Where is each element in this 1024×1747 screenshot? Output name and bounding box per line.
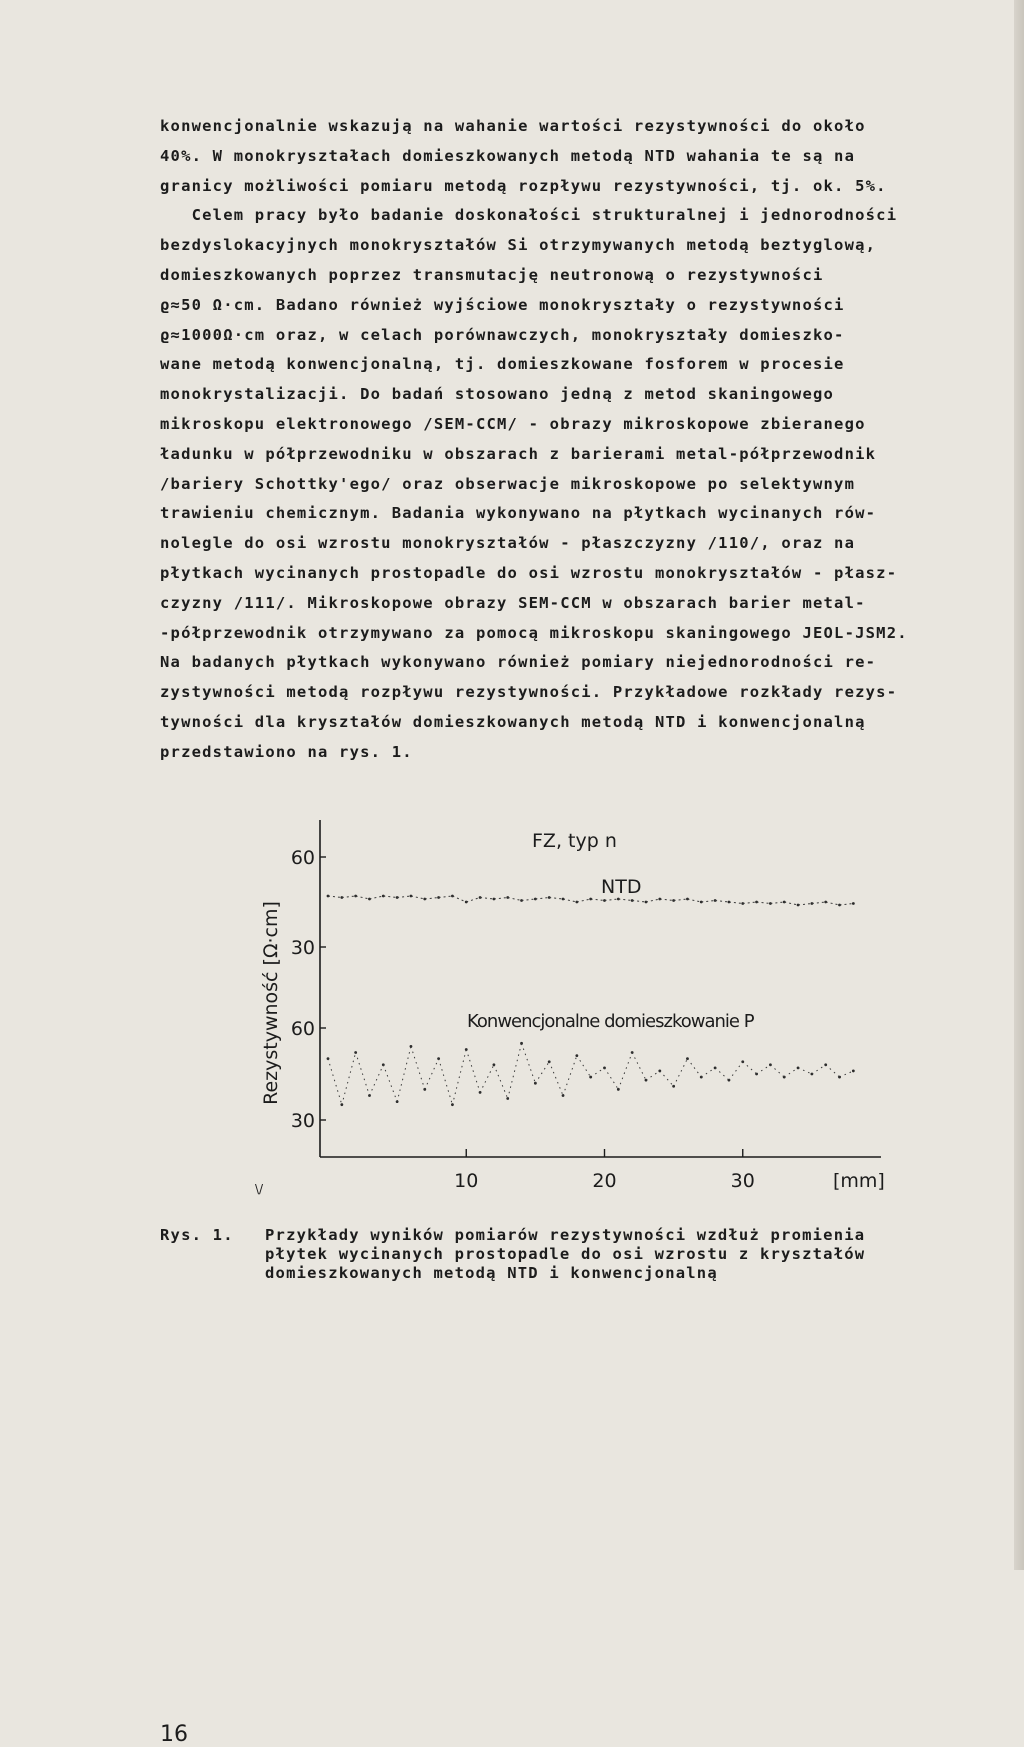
series-segment: [452, 896, 466, 902]
series-segment: [591, 1068, 605, 1077]
series-segment: [687, 899, 701, 902]
series-segment: [646, 1071, 660, 1080]
series-segment: [701, 1068, 715, 1077]
y-axis-title: Rezystywność [Ω·cm]: [260, 901, 282, 1105]
caption-line: domieszkowanych metodą NTD i konwencjonalną: [265, 1264, 718, 1282]
body-text: [160, 112, 1020, 768]
series-segment: [411, 1046, 425, 1089]
series-segment: [439, 896, 453, 898]
top-panel-title: FZ, typ n: [532, 830, 617, 852]
text-line: domieszkowanych poprzez transmutację neutronową o rezystywności: [160, 265, 824, 284]
series-segment: [494, 898, 508, 900]
series-segment: [632, 1053, 646, 1081]
series-segment: [452, 1049, 466, 1104]
text-line: -półprzewodnik otrzymywano za pomocą mikroskopu skaningowego JEOL-JSM2.: [160, 623, 908, 642]
top-panel-series-label: NTD: [601, 876, 642, 898]
series-segment: [328, 896, 342, 898]
series-segment: [356, 1053, 370, 1096]
caption-line: płytek wycinanych prostopadle do osi wzrostu z kryształów: [265, 1245, 866, 1263]
text-line: ładunku w półprzewodniku w obszarach z barierami metal-półprzewodnik: [160, 444, 877, 463]
series-segment: [743, 902, 757, 904]
resistivity-chart: [255, 815, 895, 1200]
series-segment: [784, 1068, 798, 1077]
x-tick-label: 10: [454, 1170, 479, 1192]
text-line: Na badanych płytkach wykonywano również pomiary niejednorodności re-: [160, 653, 877, 672]
y-tick-label: 60: [290, 1018, 315, 1040]
series-segment: [563, 1056, 577, 1096]
series-segment: [535, 898, 549, 900]
text-line: 40%. W monokryształach domieszkowanych metodą NTD wahania te są na: [160, 146, 856, 165]
text-line: trawieniu chemicznym. Badania wykonywano na płytkach wycinanych rów-: [160, 504, 877, 523]
caption-line: Przykłady wyników pomiarów rezystywności wzdłuż promienia: [265, 1226, 866, 1244]
series-segment: [784, 902, 798, 905]
series-segment: [757, 1065, 771, 1074]
page-number: 16: [160, 1722, 188, 1747]
y-tick-label: 30: [290, 937, 315, 959]
series-segment: [522, 899, 536, 901]
text-line: konwencjonalnie wskazują na wahanie wartości rezystywności do około: [160, 117, 866, 135]
series-segment: [494, 1065, 508, 1099]
series-segment: [549, 898, 563, 900]
series-segment: [660, 899, 674, 901]
caption-text: [265, 1226, 865, 1283]
series-segment: [660, 1071, 674, 1086]
series-segment: [369, 896, 383, 899]
series-segment: [356, 896, 370, 899]
series-segment: [480, 1065, 494, 1093]
series-segment: [425, 898, 439, 900]
stray-mark: \/: [255, 1182, 264, 1196]
series-segment: [729, 902, 743, 904]
x-tick-label: 30: [730, 1170, 755, 1192]
series-segment: [411, 896, 425, 899]
series-segment: [508, 1043, 522, 1098]
series-segment: [618, 899, 632, 901]
text-line: nolegle do osi wzrostu monokryształów - płaszczyzny /110/, oraz na: [160, 534, 856, 553]
series-segment: [646, 899, 660, 902]
series-segment: [466, 898, 480, 903]
text-line: zystywności metodą rozpływu rezystywności. Przykładowe rozkłady rezys-: [160, 683, 898, 702]
series-segment: [439, 1059, 453, 1105]
series-segment: [674, 899, 688, 901]
series-segment: [798, 904, 812, 906]
text-line: płytkach wycinanych prostopadle do osi wzrostu monokryształów - płasz-: [160, 563, 898, 582]
figure-resistivity: [255, 815, 895, 1204]
series-segment: [701, 901, 715, 903]
series-segment: [342, 1053, 356, 1105]
series-segment: [383, 896, 397, 898]
caption-label: Rys. 1.: [160, 1226, 234, 1244]
series-segment: [397, 1046, 411, 1101]
series-segment: [770, 1065, 784, 1077]
series-segment: [328, 1059, 342, 1105]
bottom-panel-series-label: Konwencjonalne domieszkowanie P: [467, 1011, 754, 1032]
series-segment: [618, 1053, 632, 1090]
series-segment: [563, 899, 577, 902]
series-segment: [508, 898, 522, 901]
series-segment: [798, 1068, 812, 1074]
series-segment: [826, 902, 840, 905]
series-segment: [577, 1056, 591, 1077]
series-segment: [397, 896, 411, 898]
series-segment: [549, 1062, 563, 1096]
series-segment: [632, 901, 646, 903]
series-segment: [715, 1068, 729, 1080]
text-line: monokrystalizacji. Do badań stosowano jedną z metod skaningowego: [160, 385, 835, 404]
series-segment: [591, 899, 605, 901]
text-line: ϱ≈1000Ω·cm oraz, w celach porównawczych, monokryształy domieszko-: [160, 325, 845, 344]
text-line: mikroskopu elektronowego /SEM-CCM/ - obrazy mikroskopowe zbieranego: [160, 414, 866, 433]
figure-caption: [160, 1226, 980, 1283]
text-line: /bariery Schottky'ego/ oraz obserwacje mikroskopowe po selektywnym: [160, 474, 856, 493]
x-tick-label: 20: [592, 1170, 617, 1192]
series-segment: [743, 1062, 757, 1074]
series-segment: [770, 902, 784, 904]
x-axis-unit: [mm]: [833, 1170, 885, 1192]
series-segment: [480, 898, 494, 900]
series-segment: [577, 899, 591, 902]
text-line: granicy możliwości pomiaru metodą rozpływu rezystywności, tj. ok. 5%.: [160, 176, 887, 195]
text-line: ϱ≈50 Ω·cm. Badano również wyjściowe monokryształy o rezystywności: [160, 295, 845, 314]
series-segment: [605, 899, 619, 901]
text-line: czyzny /111/. Mikroskopowe obrazy SEM-CCM w obszarach barier metal-: [160, 593, 866, 612]
series-segment: [522, 1043, 536, 1083]
series-segment: [383, 1065, 397, 1102]
text-line: Celem pracy było badanie doskonałości strukturalnej i jednorodności: [160, 206, 898, 225]
series-segment: [812, 1065, 826, 1074]
text-line: tywności dla kryształów domieszkowanych metodą NTD i konwencjonalną: [160, 712, 866, 731]
series-segment: [840, 904, 854, 906]
series-segment: [535, 1062, 549, 1083]
series-segment: [715, 901, 729, 903]
text-line: bezdyslokacyjnych monokryształów Si otrzymywanych metodą beztyglową,: [160, 236, 877, 255]
text-line: wane metodą konwencjonalną, tj. domieszkowane fosforem w procesie: [160, 355, 845, 374]
series-segment: [674, 1059, 688, 1087]
series-segment: [369, 1065, 383, 1096]
series-segment: [812, 902, 826, 904]
series-segment: [342, 896, 356, 898]
series-segment: [425, 1059, 439, 1090]
series-segment: [466, 1049, 480, 1092]
series-segment: [840, 1071, 854, 1077]
y-tick-label: 30: [290, 1110, 315, 1132]
text-line: przedstawiono na rys. 1.: [160, 742, 413, 761]
series-segment: [687, 1059, 701, 1077]
y-tick-label: 60: [290, 847, 315, 869]
series-segment: [757, 902, 771, 904]
data-point: [852, 1070, 855, 1073]
series-segment: [605, 1068, 619, 1089]
series-segment: [826, 1065, 840, 1077]
series-segment: [729, 1062, 743, 1080]
